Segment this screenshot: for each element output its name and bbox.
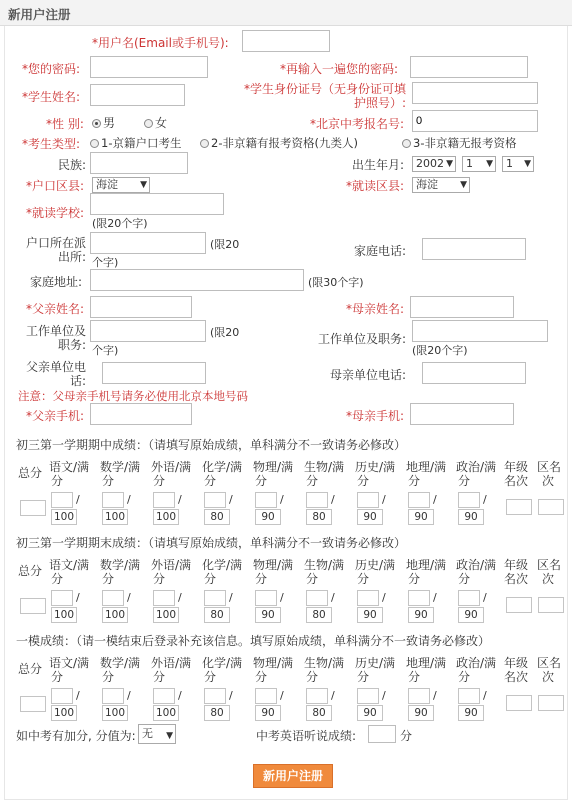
subject-label-2: 分 [408,572,421,586]
subject-label-2: 分 [51,670,64,684]
subject-label: 地理/满 [406,558,447,572]
subject-label: 地理/满 [406,656,447,670]
bonus-value: 无 [142,727,153,740]
slash-separator: / [483,689,487,702]
subject-max-input[interactable]: 100 [102,509,128,525]
type1-label: 1-京籍户口考生 [101,136,182,150]
birth-year-select[interactable] [412,156,456,172]
subject-max-input[interactable]: 90 [357,509,383,525]
subject-label: 化学/满 [202,656,243,670]
district-rank-label: 区名 [537,656,562,670]
subject-label-2: 分 [458,670,471,684]
mother-name-input[interactable] [410,296,514,318]
slash-separator: / [178,493,182,506]
slash-separator: / [127,591,131,604]
subject-label-2: 分 [458,572,471,586]
subject-label-2: 分 [306,474,319,488]
subject-max-input[interactable]: 100 [51,705,77,721]
subject-label-2: 分 [153,572,166,586]
birth-label: 出生年月: [352,158,405,172]
type3-radio-icon[interactable] [402,139,411,148]
exam-no-input[interactable] [412,110,538,132]
ethnicity-label: 民族: [58,158,87,172]
mother-work-input[interactable] [412,320,548,342]
father-unit-phone-input[interactable] [102,362,206,384]
police-label-1: 户口所在派 [25,236,86,250]
slash-separator: / [127,689,131,702]
subject-label: 地理/满 [406,460,447,474]
slash-separator: / [331,689,335,702]
subject-label: 语文/满 [49,460,90,474]
grade-rank-label: 年级 [504,656,529,670]
police-limit-hint: (限20 [210,238,240,251]
mother-unit-phone-input[interactable] [422,362,526,384]
slash-separator: / [433,493,437,506]
father-mobile-input[interactable] [90,403,192,425]
mother-unit-phone-label: 母亲单位电话: [330,368,407,382]
subject-max-input[interactable]: 100 [51,509,77,525]
subject-label-2: 分 [204,474,217,488]
subject-max-input[interactable]: 90 [357,607,383,623]
chevron-down-icon: ▼ [486,159,493,169]
birth-month-value: 1 [466,157,473,170]
english-score-input[interactable] [368,725,396,743]
mother-name-label: *母亲姓名: [346,302,405,316]
subject-score-input[interactable] [51,590,73,606]
district-rank-label-2: 次 [542,670,555,684]
subject-max-input[interactable]: 80 [204,607,230,623]
female-radio-icon[interactable] [144,119,153,128]
subject-max-input[interactable]: 90 [458,509,484,525]
subject-score-input[interactable] [306,688,328,704]
father-name-label: *父亲姓名: [26,302,85,316]
subject-label: 历史/满 [355,460,396,474]
home-phone-label: 家庭电话: [354,244,407,258]
subject-max-input[interactable]: 90 [408,509,434,525]
total-score-label: 总分 [18,564,43,578]
district-rank-label-2: 次 [542,572,555,586]
slash-separator: / [280,493,284,506]
subject-label: 历史/满 [355,656,396,670]
subject-max-input[interactable]: 90 [255,607,281,623]
police-label-2: 出所: [57,250,86,264]
student-name-input[interactable] [90,84,185,106]
district-rank-input[interactable] [538,499,564,515]
slash-separator: / [127,493,131,506]
male-radio-icon[interactable] [92,119,101,128]
grade-rank-label: 年级 [504,558,529,572]
grade-rank-label-2: 名次 [504,572,529,586]
father-work-hint-2: 个字) [92,344,119,357]
subject-label-2: 分 [153,474,166,488]
notice-text: 注意：父母亲手机号请务必使用北京本地号码 [18,389,248,403]
subject-label: 数学/满 [100,558,141,572]
page-title: 新用户注册 [0,0,572,26]
type1-radio-icon[interactable] [90,139,99,148]
type3-label: 3-非京籍无报考资格 [413,136,517,150]
subject-score-input[interactable] [408,492,430,508]
subject-score-input[interactable] [153,688,175,704]
father-work-label-1: 工作单位及 [25,324,86,338]
home-phone-input[interactable] [422,238,526,260]
slash-separator: / [76,493,80,506]
subject-score-input[interactable] [204,688,226,704]
birth-month-select[interactable] [462,156,496,172]
subject-score-input[interactable] [458,492,480,508]
subject-score-input[interactable] [357,590,379,606]
slash-separator: / [433,689,437,702]
district-rank-input[interactable] [538,597,564,613]
subject-score-input[interactable] [408,688,430,704]
subject-label-2: 分 [51,474,64,488]
type2-label: 2-非京籍有报考资格(九类人) [211,136,358,150]
slash-separator: / [76,689,80,702]
subject-label-2: 分 [255,474,268,488]
password-input[interactable] [90,56,208,78]
subject-max-input[interactable]: 90 [408,607,434,623]
subject-label: 物理/满 [253,656,294,670]
subject-max-input[interactable]: 80 [306,705,332,721]
student-id-label-1: *学生身份证号（无身份证可填 [244,82,407,96]
subject-label: 语文/满 [49,558,90,572]
subject-max-input[interactable]: 90 [458,607,484,623]
subject-label: 历史/满 [355,558,396,572]
grade-rank-input[interactable] [506,499,532,515]
slash-separator: / [229,591,233,604]
district-rank-label-2: 次 [542,474,555,488]
subject-label-2: 分 [102,474,115,488]
grade-rank-label: 年级 [504,460,529,474]
subject-max-input[interactable]: 80 [204,705,230,721]
type-option-3[interactable] [402,136,516,150]
password-label: *您的密码: [22,62,81,76]
birth-year-value: 2002 [416,157,444,170]
subject-label-2: 分 [458,474,471,488]
student-type-label: *考生类型: [22,137,81,151]
subject-label-2: 分 [306,670,319,684]
subject-label: 政治/满 [456,656,497,670]
subject-label: 政治/满 [456,558,497,572]
subject-max-input[interactable]: 80 [204,509,230,525]
slash-separator: / [229,689,233,702]
slash-separator: / [483,591,487,604]
birth-day-select[interactable] [502,156,534,172]
subject-max-input[interactable]: 100 [102,607,128,623]
subject-score-input[interactable] [408,590,430,606]
female-label: 女 [155,116,168,130]
police-limit-hint-2: 个字) [92,256,119,269]
subject-label: 数学/满 [100,656,141,670]
subject-max-input[interactable]: 100 [153,509,179,525]
subject-label-2: 分 [102,572,115,586]
english-score-label: 中考英语听说成绩: [256,729,357,743]
school-district-label: *就读区县: [346,179,405,193]
address-hint: (限30个字) [308,276,364,289]
subject-label: 语文/满 [49,656,90,670]
birth-day-value: 1 [506,157,513,170]
school-label: *就读学校: [26,206,85,220]
ethnicity-input[interactable] [90,152,188,174]
father-unit-phone-label-1: 父亲单位电 [25,360,86,374]
slash-separator: / [433,591,437,604]
subject-label: 生物/满 [304,460,345,474]
father-mobile-label: *父亲手机: [26,409,85,423]
slash-separator: / [382,493,386,506]
chevron-down-icon: ▼ [460,180,467,190]
district-rank-label: 区名 [537,558,562,572]
subject-score-input[interactable] [357,492,379,508]
password2-label: *再输入一遍您的密码: [280,62,399,76]
subject-label-2: 分 [51,572,64,586]
slash-separator: / [483,493,487,506]
address-label: 家庭地址: [30,275,83,289]
subject-label-2: 分 [204,670,217,684]
subject-max-input[interactable]: 80 [306,509,332,525]
address-input[interactable] [90,269,304,291]
subject-label: 政治/满 [456,460,497,474]
subject-score-input[interactable] [102,688,124,704]
slash-separator: / [382,689,386,702]
subject-score-input[interactable] [458,688,480,704]
subject-label-2: 分 [408,670,421,684]
subject-score-input[interactable] [51,688,73,704]
mother-mobile-label: *母亲手机: [346,409,405,423]
subject-score-input[interactable] [153,492,175,508]
school-hint: (限20个字) [92,217,148,230]
subject-label: 生物/满 [304,656,345,670]
subject-label-2: 分 [255,572,268,586]
subject-label: 生物/满 [304,558,345,572]
subject-label: 外语/满 [151,656,192,670]
score-section-title: 初三第一学期期末成绩：（请填写原始成绩，单科满分不一致请务必修改） [16,536,407,550]
school-input[interactable] [90,193,224,215]
bonus-label: 如中考有加分, 分值为: [16,729,136,743]
subject-label: 数学/满 [100,460,141,474]
subject-max-input[interactable]: 90 [357,705,383,721]
mother-work-hint: (限20个字) [412,344,468,357]
subject-label: 化学/满 [202,558,243,572]
school-district-value: 海淀 [416,178,438,191]
subject-label-2: 分 [204,572,217,586]
chevron-down-icon: ▼ [166,731,173,741]
total-score-input[interactable] [20,696,46,712]
score-section-title: 初三第一学期期中成绩：（请填写原始成绩，单科满分不一致请务必修改） [16,438,407,452]
subject-label-2: 分 [408,474,421,488]
subject-score-input[interactable] [102,492,124,508]
district-rank-input[interactable] [538,695,564,711]
grade-rank-input[interactable] [506,597,532,613]
slash-separator: / [331,591,335,604]
subject-label: 外语/满 [151,558,192,572]
register-button[interactable]: 新用户注册 [253,764,333,788]
subject-label-2: 分 [102,670,115,684]
subject-label: 化学/满 [202,460,243,474]
subject-score-input[interactable] [255,688,277,704]
slash-separator: / [178,689,182,702]
subject-score-input[interactable] [255,492,277,508]
hukou-district-select[interactable] [92,177,150,193]
police-station-input[interactable] [90,232,206,254]
subject-score-input[interactable] [51,492,73,508]
total-score-label: 总分 [18,466,43,480]
gender-male-option[interactable] [92,116,115,130]
chevron-down-icon: ▼ [140,180,147,190]
slash-separator: / [178,591,182,604]
subject-max-input[interactable]: 80 [306,607,332,623]
slash-separator: / [331,493,335,506]
subject-label-2: 分 [357,670,370,684]
grade-rank-label-2: 名次 [504,670,529,684]
subject-score-input[interactable] [357,688,379,704]
mother-work-label: 工作单位及职务: [318,332,407,346]
password-confirm-input[interactable] [410,56,528,78]
slash-separator: / [280,591,284,604]
male-label: 男 [103,116,116,130]
gender-female-option[interactable] [144,116,167,130]
exam-no-label: *北京中考报名号: [310,117,405,131]
subject-score-input[interactable] [102,590,124,606]
english-unit-label: 分 [400,729,413,743]
subject-score-input[interactable] [255,590,277,606]
chevron-down-icon: ▼ [446,159,453,169]
type2-radio-icon[interactable] [200,139,209,148]
total-score-label: 总分 [18,662,43,676]
grade-rank-label-2: 名次 [504,474,529,488]
grade-rank-input[interactable] [506,695,532,711]
subject-score-input[interactable] [306,492,328,508]
subject-score-input[interactable] [306,590,328,606]
gender-label: *性 别: [46,117,84,131]
subject-label-2: 分 [306,572,319,586]
subject-score-input[interactable] [204,492,226,508]
father-work-input[interactable] [90,320,206,342]
subject-score-input[interactable] [458,590,480,606]
subject-label-2: 分 [357,474,370,488]
subject-max-input[interactable]: 90 [408,705,434,721]
subject-max-input[interactable]: 100 [51,607,77,623]
subject-label-2: 分 [153,670,166,684]
slash-separator: / [76,591,80,604]
district-rank-label: 区名 [537,460,562,474]
subject-label: 外语/满 [151,460,192,474]
subject-score-input[interactable] [204,590,226,606]
subject-label: 物理/满 [253,460,294,474]
school-district-select[interactable] [412,177,470,193]
total-score-input[interactable] [20,500,46,516]
student-id-input[interactable] [412,82,538,104]
father-name-input[interactable] [90,296,192,318]
mother-mobile-input[interactable] [410,403,514,425]
student-id-label-2: 护照号）: [354,96,407,110]
slash-separator: / [229,493,233,506]
subject-max-input[interactable]: 100 [153,705,179,721]
subject-max-input[interactable]: 90 [255,509,281,525]
subject-label-2: 分 [357,572,370,586]
father-work-label-2: 职务: [57,338,86,352]
type-option-2[interactable] [200,136,358,150]
slash-separator: / [280,689,284,702]
type-option-1[interactable] [90,136,181,150]
student-name-label: *学生姓名: [22,90,81,104]
username-label: *用户名(Email或手机号): [92,36,229,50]
username-input[interactable] [242,30,330,52]
total-score-input[interactable] [20,598,46,614]
slash-separator: / [382,591,386,604]
subject-max-input[interactable]: 100 [153,607,179,623]
father-work-hint: (限20 [210,326,240,339]
hukou-district-label: *户口区县: [26,179,85,193]
subject-score-input[interactable] [153,590,175,606]
subject-max-input[interactable]: 100 [102,705,128,721]
chevron-down-icon: ▼ [524,159,531,169]
subject-label-2: 分 [255,670,268,684]
score-section-title: 一模成绩：（请一模结束后登录补充该信息。填写原始成绩，单科满分不一致请务必修改） [16,634,491,648]
subject-max-input[interactable]: 90 [458,705,484,721]
hukou-district-value: 海淀 [96,178,118,191]
father-unit-phone-label-2: 话: [69,374,86,388]
subject-max-input[interactable]: 90 [255,705,281,721]
subject-label: 物理/满 [253,558,294,572]
bonus-select[interactable] [138,724,176,744]
